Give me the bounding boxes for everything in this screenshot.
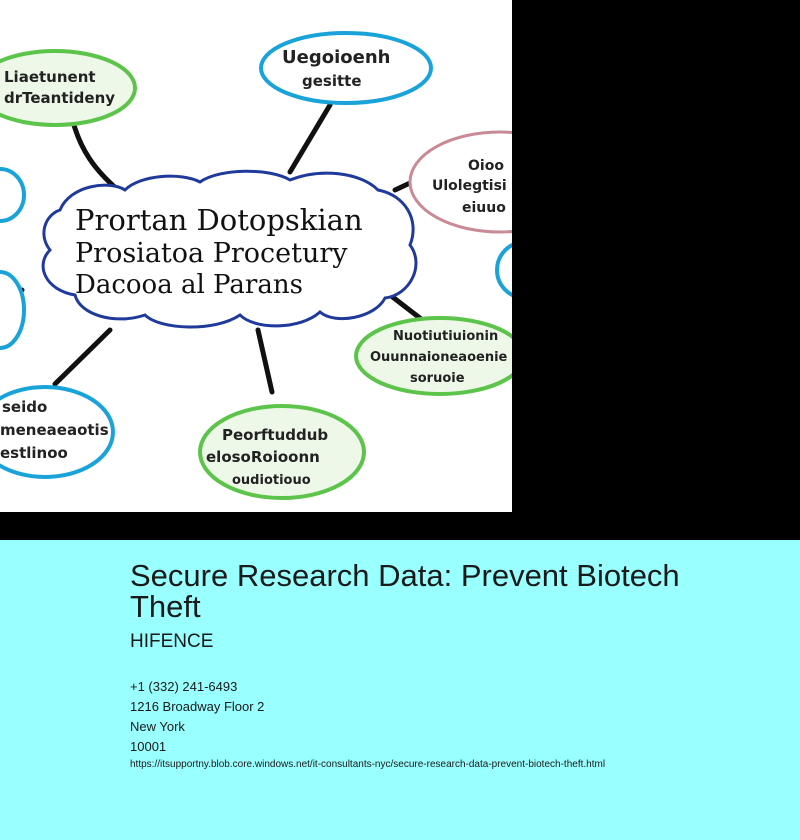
center-label-line3: Dacooa al Parans [75,270,303,300]
city: New York [130,719,185,734]
bubble-top [261,33,431,103]
bubble-top-left-line2: drTeantideny [4,89,116,107]
bubble-bottom-line3: oudiotiouo [232,473,311,488]
bubble-right-lower-line2: Ouunnaioneaoenie [370,350,508,365]
page-title: Secure Research Data: Prevent Biotech Theft [130,558,680,624]
info-panel [0,540,800,840]
page-url-link[interactable]: https://itsupportny.blob.core.windows.net/it-consultants-nyc/secure-research-data-prevent-biotech-theft.html [130,759,606,770]
bubble-bottom-left-line2: meneaeaotis [0,421,109,439]
bubble-right-lower-line3: soruoie [410,371,465,386]
bubble-top-line2: gesitte [302,72,362,90]
bubble-bottom-left-line1: seido [2,398,48,416]
bubble-top-left [0,51,135,125]
center-label-line1: Prortan Dotopskian [75,203,363,237]
bubble-right-lower-line1: Nuotiutiuionin [393,329,499,344]
center-label-line2: Prosiatoa Procetury [75,238,348,269]
phone-number: +1 (332) 241-6493 [130,679,238,694]
bubble-right-line1: Oioo [468,158,504,174]
bubble-top-left-line1: Liaetunent [4,68,96,86]
address-line: 1216 Broadway Floor 2 [130,699,265,714]
mind-map-illustration [0,0,512,512]
bubble-bottom-line2: elosoRoioonn [206,448,320,466]
zip-code: 10001 [130,739,167,754]
contact-block [130,677,264,757]
bubble-bottom-line1: Peorftuddub [222,426,329,444]
bubble-bottom-left-line3: estlinoo [0,444,68,462]
bubble-right-line3: eiuuo [462,200,506,216]
hero-image [0,0,512,512]
bubble-right-line2: Ulolegtisi [432,178,507,194]
bubble-top-line1: Uegoioenh [282,47,391,68]
brand-name: HIFENCE [130,631,214,652]
